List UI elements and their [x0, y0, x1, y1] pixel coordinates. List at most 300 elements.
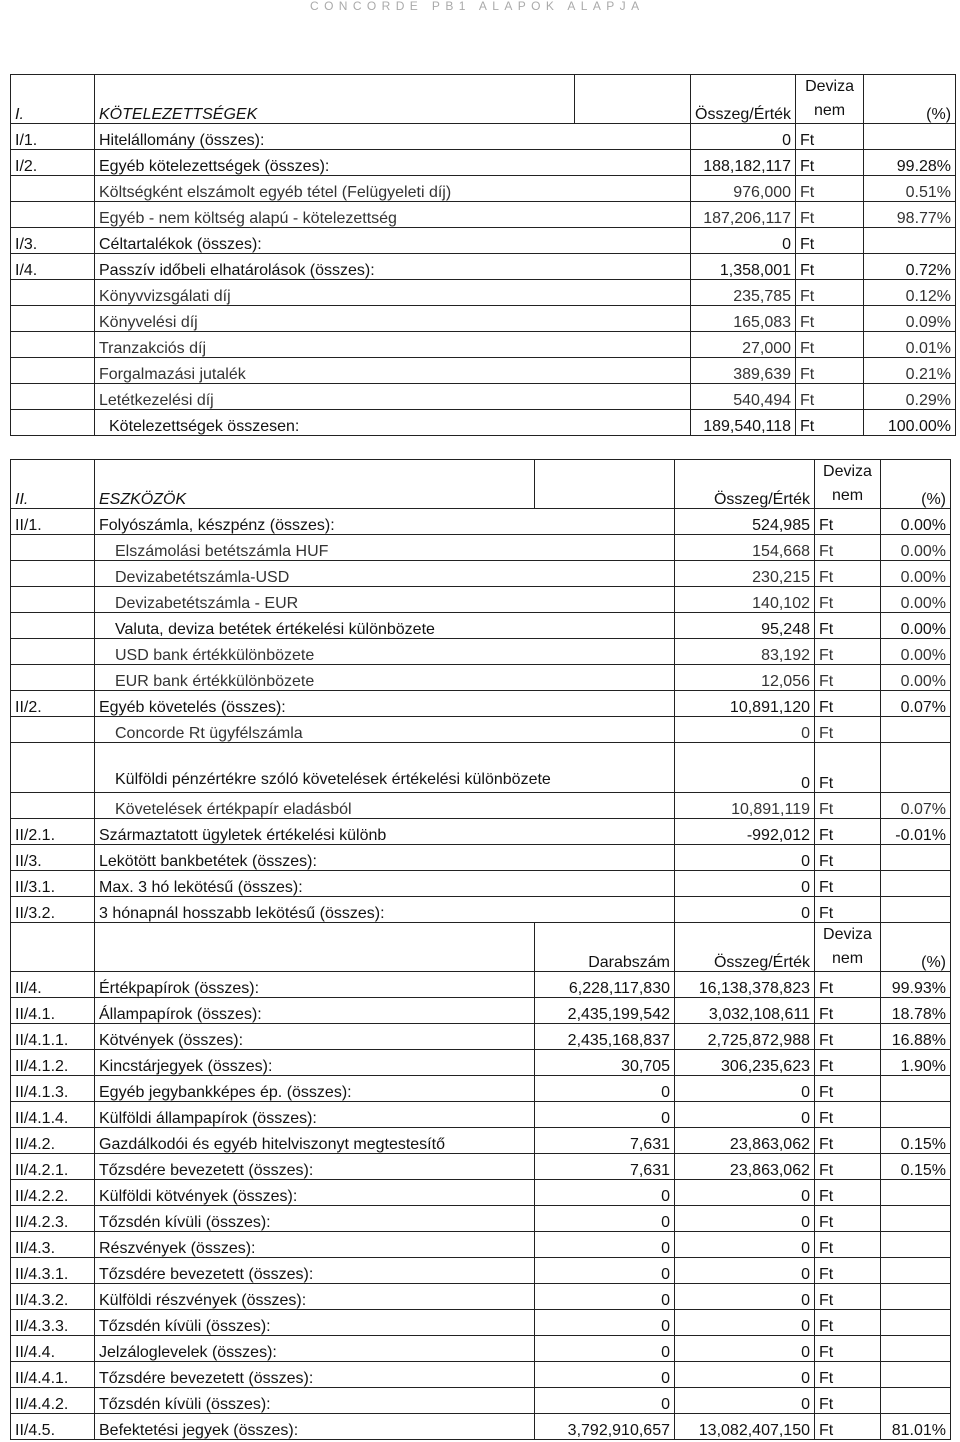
row-currency: Ft — [815, 1310, 881, 1336]
liabilities-body — [11, 75, 956, 436]
row-code — [11, 306, 95, 332]
table-row — [11, 1154, 951, 1180]
row-code: II/4.1. — [11, 998, 95, 1024]
table-row — [11, 202, 956, 228]
row-label: EUR bank értékkülönbözete — [95, 665, 675, 691]
row-percent: 100.00% — [864, 410, 956, 436]
row-amount: 235,785 — [691, 280, 796, 306]
row-currency: Ft — [815, 1336, 881, 1362]
row-currency: Ft — [815, 691, 881, 717]
row-percent — [881, 1284, 951, 1310]
table-row — [11, 306, 956, 332]
row-label: 3 hónapnál hosszabb lekötésű (összes): — [95, 897, 675, 923]
row-label: Egyéb kötelezettségek (összes): — [95, 150, 691, 176]
row-currency: Ft — [815, 561, 881, 587]
row-label: Tőzsdére bevezetett (összes): — [95, 1362, 535, 1388]
row-amount: 540,494 — [691, 384, 796, 410]
row-code: I/4. — [11, 254, 95, 280]
table-row — [11, 1180, 951, 1206]
row-label: Tőzsdén kívüli (összes): — [95, 1388, 535, 1414]
row-percent: 98.77% — [864, 202, 956, 228]
row-label: Származtatott ügyletek értékelési különb — [95, 819, 675, 845]
row-code — [11, 665, 95, 691]
row-label: Egyéb jegybankképes ép. (összes): — [95, 1076, 535, 1102]
row-currency: Ft — [796, 124, 864, 150]
row-code: I/2. — [11, 150, 95, 176]
row-amount: 0 — [675, 1232, 815, 1258]
row-label: Lekötött bankbetétek (összes): — [95, 845, 675, 871]
col-currency-line1: Deviza — [823, 463, 872, 480]
col-pct-header: (%) — [881, 923, 951, 972]
row-currency: Ft — [815, 819, 881, 845]
row-label: Könyvelési díj — [95, 306, 691, 332]
section-title: ESZKÖZÖK — [95, 460, 535, 509]
row-code: II/3.2. — [11, 897, 95, 923]
row-code — [11, 410, 95, 436]
row-currency: Ft — [796, 254, 864, 280]
row-code: I/1. — [11, 124, 95, 150]
row-count: 7,631 — [535, 1128, 675, 1154]
row-currency: Ft — [815, 972, 881, 998]
col-currency-header — [796, 75, 864, 124]
row-code: II/4.2.2. — [11, 1180, 95, 1206]
col-amount-header: Összeg/Érték — [675, 923, 815, 972]
col-currency-line2: nem — [831, 950, 864, 967]
table-row — [11, 691, 951, 717]
row-currency: Ft — [815, 665, 881, 691]
row-currency: Ft — [815, 1232, 881, 1258]
row-code: II/4.5. — [11, 1414, 95, 1440]
row-label: Gazdálkodói és egyéb hitelviszonyt megtestesítő — [95, 1128, 535, 1154]
row-amount: 0 — [675, 845, 815, 871]
row-code: II/3. — [11, 845, 95, 871]
row-count: 0 — [535, 1232, 675, 1258]
row-percent: 81.01% — [881, 1414, 951, 1440]
row-currency: Ft — [815, 717, 881, 743]
row-code: II/4.3.1. — [11, 1258, 95, 1284]
row-percent — [881, 1180, 951, 1206]
table-row — [11, 228, 956, 254]
table-row — [11, 150, 956, 176]
row-label: Követelések értékpapír eladásból — [95, 793, 675, 819]
row-label: Hitelállomány (összes): — [95, 124, 691, 150]
row-count: 0 — [535, 1258, 675, 1284]
row-count: 30,705 — [535, 1050, 675, 1076]
row-amount: 0 — [675, 1310, 815, 1336]
row-count: 3,792,910,657 — [535, 1414, 675, 1440]
row-percent — [881, 871, 951, 897]
row-code: II/4.3. — [11, 1232, 95, 1258]
table-row — [11, 871, 951, 897]
row-percent — [881, 1102, 951, 1128]
row-count: 0 — [535, 1336, 675, 1362]
row-currency: Ft — [796, 228, 864, 254]
row-code — [11, 332, 95, 358]
col-currency-line1: Deviza — [805, 78, 854, 95]
row-percent — [881, 1258, 951, 1284]
table-row — [11, 639, 951, 665]
row-code: II/3.1. — [11, 871, 95, 897]
row-label: Tőzsdére bevezetett (összes): — [95, 1258, 535, 1284]
row-amount: 306,235,623 — [675, 1050, 815, 1076]
row-code: II/4.3.3. — [11, 1310, 95, 1336]
row-code — [11, 717, 95, 743]
row-label: Részvények (összes): — [95, 1232, 535, 1258]
row-percent — [881, 743, 951, 793]
row-currency: Ft — [815, 587, 881, 613]
row-count: 2,435,168,837 — [535, 1024, 675, 1050]
row-percent: 0.01% — [864, 332, 956, 358]
row-code — [11, 176, 95, 202]
table-row — [11, 358, 956, 384]
row-code: II/4.4.2. — [11, 1388, 95, 1414]
col-amount-header: Összeg/Érték — [675, 460, 815, 509]
table-row — [11, 998, 951, 1024]
row-amount: 0 — [675, 1180, 815, 1206]
row-percent — [881, 1206, 951, 1232]
row-percent: 18.78% — [881, 998, 951, 1024]
row-percent — [864, 228, 956, 254]
liabilities-header-row — [11, 75, 956, 124]
row-currency: Ft — [796, 202, 864, 228]
table-row — [11, 1388, 951, 1414]
row-amount: 0 — [675, 1102, 815, 1128]
row-percent: 0.00% — [881, 509, 951, 535]
table-row — [11, 1206, 951, 1232]
row-amount: 95,248 — [675, 613, 815, 639]
table-row — [11, 124, 956, 150]
row-percent — [881, 1388, 951, 1414]
row-percent: 0.12% — [864, 280, 956, 306]
row-code: II/4.4. — [11, 1336, 95, 1362]
row-amount: 0 — [675, 1388, 815, 1414]
table-row — [11, 845, 951, 871]
row-amount: 27,000 — [691, 332, 796, 358]
row-currency: Ft — [815, 509, 881, 535]
row-percent: 0.21% — [864, 358, 956, 384]
table-row — [11, 1050, 951, 1076]
row-percent — [881, 1362, 951, 1388]
row-count: 0 — [535, 1388, 675, 1414]
row-currency: Ft — [815, 1362, 881, 1388]
row-label: Max. 3 hó lekötésű (összes): — [95, 871, 675, 897]
row-percent: 0.00% — [881, 639, 951, 665]
row-code: II/4.2.3. — [11, 1206, 95, 1232]
liabilities-table — [10, 74, 956, 436]
row-label: Letétkezelési díj — [95, 384, 691, 410]
col-pct-header: (%) — [881, 460, 951, 509]
row-code: II/2.1. — [11, 819, 95, 845]
row-amount: 13,082,407,150 — [675, 1414, 815, 1440]
table-row — [11, 1284, 951, 1310]
table-row — [11, 717, 951, 743]
table-row — [11, 1310, 951, 1336]
row-currency: Ft — [796, 332, 864, 358]
empty-cell — [95, 923, 535, 972]
row-amount: 10,891,120 — [675, 691, 815, 717]
row-amount: 140,102 — [675, 587, 815, 613]
row-currency: Ft — [815, 613, 881, 639]
row-code — [11, 561, 95, 587]
row-amount: 154,668 — [675, 535, 815, 561]
row-currency: Ft — [815, 1050, 881, 1076]
row-percent: 1.90% — [881, 1050, 951, 1076]
row-label: Devizabetétszámla - EUR — [95, 587, 675, 613]
row-code: II/4.1.1. — [11, 1024, 95, 1050]
row-currency: Ft — [815, 871, 881, 897]
row-amount: 0 — [691, 124, 796, 150]
empty-cell — [575, 75, 691, 124]
row-label: Tranzakciós díj — [95, 332, 691, 358]
empty-cell — [11, 923, 95, 972]
row-currency: Ft — [796, 410, 864, 436]
row-currency: Ft — [815, 1388, 881, 1414]
row-code — [11, 280, 95, 306]
col-currency-line2: nem — [813, 102, 846, 119]
securities-header-row — [11, 923, 951, 972]
row-amount: 0 — [675, 1284, 815, 1310]
row-currency: Ft — [796, 358, 864, 384]
row-label: Értékpapírok (összes): — [95, 972, 535, 998]
row-currency: Ft — [815, 1180, 881, 1206]
row-amount: 389,639 — [691, 358, 796, 384]
row-percent: -0.01% — [881, 819, 951, 845]
col-currency-header — [815, 460, 881, 509]
row-amount: 0 — [675, 1336, 815, 1362]
row-label: Befektetési jegyek (összes): — [95, 1414, 535, 1440]
row-code — [11, 639, 95, 665]
row-amount: 0 — [675, 897, 815, 923]
row-amount: 189,540,118 — [691, 410, 796, 436]
row-currency: Ft — [815, 1128, 881, 1154]
section-code: II. — [11, 460, 95, 509]
row-label: Kincstárjegyek (összes): — [95, 1050, 535, 1076]
row-amount: 23,863,062 — [675, 1154, 815, 1180]
row-amount: 188,182,117 — [691, 150, 796, 176]
row-amount: 0 — [675, 743, 815, 793]
row-currency: Ft — [815, 1206, 881, 1232]
row-label: Forgalmazási jutalék — [95, 358, 691, 384]
row-currency: Ft — [815, 639, 881, 665]
table-row — [11, 254, 956, 280]
row-amount: 1,358,001 — [691, 254, 796, 280]
row-code: II/4.4.1. — [11, 1362, 95, 1388]
row-count: 0 — [535, 1310, 675, 1336]
row-currency: Ft — [796, 150, 864, 176]
table-row — [11, 535, 951, 561]
row-currency: Ft — [796, 176, 864, 202]
table-row — [11, 384, 956, 410]
row-amount: 2,725,872,988 — [675, 1024, 815, 1050]
row-currency: Ft — [815, 1414, 881, 1440]
row-amount: 0 — [691, 228, 796, 254]
row-percent: 0.09% — [864, 306, 956, 332]
row-label: Elszámolási betétszámla HUF — [95, 535, 675, 561]
row-currency: Ft — [796, 384, 864, 410]
row-code — [11, 202, 95, 228]
row-label: USD bank értékkülönbözete — [95, 639, 675, 665]
col-currency-line2: nem — [831, 487, 864, 504]
row-code: II/1. — [11, 509, 95, 535]
row-count: 0 — [535, 1362, 675, 1388]
row-percent — [881, 897, 951, 923]
row-percent: 0.00% — [881, 587, 951, 613]
row-amount: 0 — [675, 717, 815, 743]
table-row — [11, 1336, 951, 1362]
table-row — [11, 332, 956, 358]
row-currency: Ft — [796, 306, 864, 332]
row-label: Állampapírok (összes): — [95, 998, 535, 1024]
row-count: 0 — [535, 1284, 675, 1310]
row-count: 0 — [535, 1206, 675, 1232]
row-code — [11, 384, 95, 410]
table-row — [11, 665, 951, 691]
table-row — [11, 1024, 951, 1050]
row-amount: -992,012 — [675, 819, 815, 845]
row-code: II/4.3.2. — [11, 1284, 95, 1310]
table-row — [11, 1076, 951, 1102]
table-row — [11, 1414, 951, 1440]
row-amount: 976,000 — [691, 176, 796, 202]
row-percent — [881, 1232, 951, 1258]
table-row — [11, 1232, 951, 1258]
table-row — [11, 1258, 951, 1284]
row-label: Concorde Rt ügyfélszámla — [95, 717, 675, 743]
row-currency: Ft — [815, 845, 881, 871]
row-percent: 0.07% — [881, 793, 951, 819]
row-amount: 187,206,117 — [691, 202, 796, 228]
row-amount: 12,056 — [675, 665, 815, 691]
col-amount-header: Összeg/Érték — [691, 75, 796, 124]
row-label: Külföldi kötvények (összes): — [95, 1180, 535, 1206]
assets-header-row — [11, 460, 951, 509]
row-label: Külföldi részvények (összes): — [95, 1284, 535, 1310]
row-count: 7,631 — [535, 1154, 675, 1180]
table-row — [11, 972, 951, 998]
table-row — [11, 561, 951, 587]
row-amount: 0 — [675, 1258, 815, 1284]
assets-table — [10, 459, 951, 1440]
table-row — [11, 793, 951, 819]
section-code: I. — [11, 75, 95, 124]
row-code: II/2. — [11, 691, 95, 717]
row-percent: 0.00% — [881, 535, 951, 561]
table-row — [11, 1362, 951, 1388]
table-row — [11, 410, 956, 436]
row-code: II/4.2. — [11, 1128, 95, 1154]
row-currency: Ft — [815, 535, 881, 561]
table-row — [11, 897, 951, 923]
row-percent: 0.00% — [881, 665, 951, 691]
row-label: Folyószámla, készpénz (összes): — [95, 509, 675, 535]
row-percent — [881, 717, 951, 743]
row-label: Devizabetétszámla-USD — [95, 561, 675, 587]
row-percent: 99.28% — [864, 150, 956, 176]
row-currency: Ft — [815, 793, 881, 819]
row-amount: 0 — [675, 1362, 815, 1388]
row-label: Egyéb követelés (összes): — [95, 691, 675, 717]
row-percent: 0.00% — [881, 613, 951, 639]
row-count: 0 — [535, 1102, 675, 1128]
row-percent — [881, 845, 951, 871]
row-amount: 0 — [675, 1076, 815, 1102]
row-label: Passzív időbeli elhatárolások (összes): — [95, 254, 691, 280]
row-percent: 0.51% — [864, 176, 956, 202]
row-percent: 0.29% — [864, 384, 956, 410]
row-currency: Ft — [815, 998, 881, 1024]
row-amount: 10,891,119 — [675, 793, 815, 819]
row-label: Egyéb - nem költség alapú - kötelezettség — [95, 202, 691, 228]
row-currency: Ft — [815, 1258, 881, 1284]
row-code: II/4.1.2. — [11, 1050, 95, 1076]
row-code — [11, 793, 95, 819]
row-percent — [881, 1310, 951, 1336]
row-currency: Ft — [796, 280, 864, 306]
document-header: CONCORDE PB1 ALAPOK ALAPJA — [310, 0, 645, 13]
row-label: Céltartalékok (összes): — [95, 228, 691, 254]
row-percent: 16.88% — [881, 1024, 951, 1050]
row-amount: 230,215 — [675, 561, 815, 587]
row-amount: 3,032,108,611 — [675, 998, 815, 1024]
row-currency: Ft — [815, 897, 881, 923]
empty-cell — [535, 460, 675, 509]
row-percent — [881, 1076, 951, 1102]
row-amount: 16,138,378,823 — [675, 972, 815, 998]
table-row — [11, 176, 956, 202]
table-row — [11, 613, 951, 639]
row-label: Jelzáloglevelek (összes): — [95, 1336, 535, 1362]
row-percent — [881, 1336, 951, 1362]
row-percent: 0.00% — [881, 561, 951, 587]
row-amount: 524,985 — [675, 509, 815, 535]
row-amount: 0 — [675, 871, 815, 897]
row-code: II/4. — [11, 972, 95, 998]
row-amount: 165,083 — [691, 306, 796, 332]
table-row — [11, 743, 951, 793]
row-label: Külföldi állampapírok (összes): — [95, 1102, 535, 1128]
row-currency: Ft — [815, 1154, 881, 1180]
row-label: Kötelezettségek összesen: — [95, 410, 691, 436]
row-code: II/4.1.4. — [11, 1102, 95, 1128]
row-code — [11, 587, 95, 613]
row-percent: 0.15% — [881, 1128, 951, 1154]
row-code — [11, 535, 95, 561]
row-percent: 0.72% — [864, 254, 956, 280]
table-row — [11, 1128, 951, 1154]
row-percent: 0.07% — [881, 691, 951, 717]
row-code — [11, 743, 95, 793]
row-currency: Ft — [815, 1284, 881, 1310]
row-count: 2,435,199,542 — [535, 998, 675, 1024]
row-code: I/3. — [11, 228, 95, 254]
row-percent — [864, 124, 956, 150]
row-label: Tőzsdére bevezetett (összes): — [95, 1154, 535, 1180]
row-label: Kötvények (összes): — [95, 1024, 535, 1050]
table-row — [11, 509, 951, 535]
row-currency: Ft — [815, 1024, 881, 1050]
row-count: 0 — [535, 1076, 675, 1102]
table-row — [11, 280, 956, 306]
row-amount: 83,192 — [675, 639, 815, 665]
table-row — [11, 819, 951, 845]
row-currency: Ft — [815, 1076, 881, 1102]
row-label: Tőzsdén kívüli (összes): — [95, 1310, 535, 1336]
section-title: KÖTELEZETTSÉGEK — [95, 75, 575, 124]
row-label: Költségként elszámolt egyéb tétel (Felügyeleti díj) — [95, 176, 691, 202]
row-label: Tőzsdén kívüli (összes): — [95, 1206, 535, 1232]
col-currency-line1: Deviza — [823, 926, 872, 943]
row-count: 0 — [535, 1180, 675, 1206]
